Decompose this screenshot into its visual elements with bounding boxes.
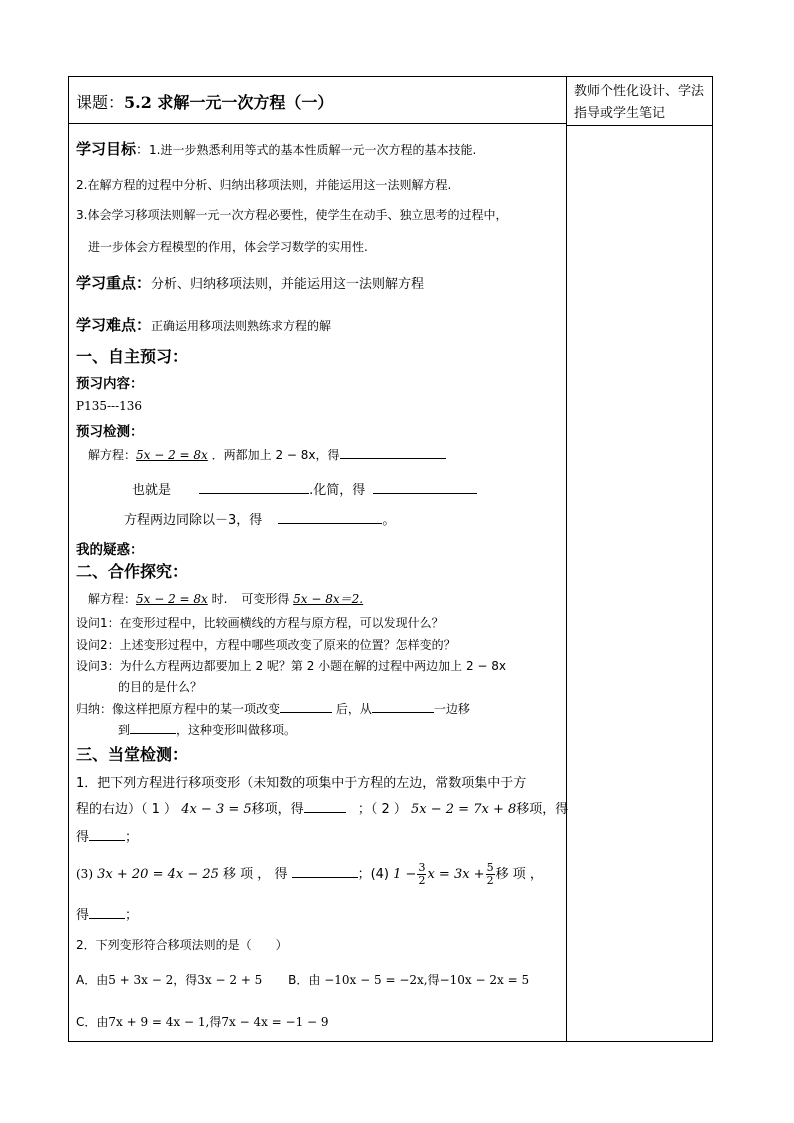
header-divider-left (68, 123, 567, 124)
problem1-eq2: 5x − 2 = 7x + 8 (411, 802, 517, 817)
problem1-line3 (76, 826, 138, 845)
side-note: 教师个性化设计、学法指导或学生笔记 (574, 84, 705, 121)
key-point-text: 分析、归纳移项法则，并能运用这一法则解方程 (151, 277, 425, 292)
fraction-3-2 (417, 862, 426, 887)
objective-1: 1.进一步熟悉利用等式的基本性质解一元一次方程的基本技能. (149, 143, 477, 157)
option-a-label: A．由 (76, 973, 109, 987)
preview-content-label: 预习内容： (76, 376, 144, 392)
simplify-label: .化简，得 (309, 483, 366, 498)
objective-3: 3.体会学习移项法则解一元一次方程必要性，使学生在动手、独立思考的过程中， (76, 208, 508, 222)
de-label-1: 得 (76, 830, 90, 845)
objective-4: 进一步体会方程模型的作用，体会学习数学的实用性. (88, 240, 368, 254)
problem1-blank-3[interactable] (292, 865, 358, 878)
summary-blank-2[interactable] (372, 700, 434, 713)
option-c-eq2: 7x − 4x = −1 − 9 (221, 1015, 329, 1029)
divide-blank[interactable] (278, 511, 382, 524)
preview-divide-line (124, 509, 395, 528)
problem1-blank-2[interactable] (89, 828, 125, 841)
transform-label: 可变形得 (241, 592, 290, 606)
divide-label: 方程两边同除以－3，得 (124, 513, 263, 528)
problem1-text: 程的右边）（ 1 ） (76, 802, 178, 817)
fraction-den-1: 2 (418, 874, 426, 887)
equation-2: 5x − 2 = 8x (136, 592, 208, 606)
preview-pages: P135---136 (76, 399, 143, 413)
move-spaced-1: 移 项 ， 得 (223, 867, 288, 882)
difficulty (76, 314, 331, 335)
option-c-label: C．由 (76, 1015, 109, 1029)
summary-text-b: 后，从 (335, 702, 372, 716)
simplify-blank[interactable] (373, 481, 477, 494)
problem2-option-c (76, 1013, 329, 1030)
explore-solve-prefix: 解方程： (88, 592, 137, 606)
move-label-1: 移项，得 (251, 802, 304, 817)
title-text: 5.2 求解一元一次方程（一） (124, 93, 334, 112)
answer-blank[interactable] (340, 446, 446, 459)
difficulty-label: 学习难点： (76, 316, 152, 334)
summary-text-e: ，这种变形叫做移项。 (176, 723, 297, 737)
problem1-blank-1[interactable] (304, 800, 346, 813)
question-2: 设问2：上述变形过程中，方程中哪些项改变了原来的位置？怎样变的？ (76, 638, 456, 652)
column-divider (566, 76, 567, 1042)
problem1-blank-4[interactable] (89, 906, 125, 919)
part4-label: ；(4) (357, 867, 390, 882)
problem1-line4 (76, 862, 543, 887)
also-is-label: 也就是 (132, 483, 172, 498)
fraction-num-2: 5 (486, 861, 494, 874)
objective-2: 2.在解方程的过程中分析、归纳出移项法则，并能运用这一法则解方程. (76, 178, 452, 192)
semicolon-3: ； (125, 908, 139, 923)
key-point (76, 272, 424, 293)
option-c-get: 得 (209, 1015, 222, 1029)
also-is-blank[interactable] (199, 481, 309, 494)
summary-text-c: 一边移 (433, 702, 470, 716)
problem1-line5 (76, 904, 138, 923)
problem1-line1: 1．把下列方程进行移项变形（未知数的项集中于方程的左边，常数项集中于方 (76, 776, 527, 791)
objectives-label: 学习目标 (76, 140, 137, 158)
problem1-line2 (76, 798, 568, 817)
section1-heading: 一、自主预习： (76, 347, 189, 366)
preview-solve-line (88, 446, 446, 463)
solve-mid: ．两都加上 2 − 8x，得 (211, 448, 340, 462)
option-b-eq2: −10x − 2x = 5 (439, 973, 530, 987)
option-b-get: 得 (427, 973, 440, 987)
summary-blank-3[interactable] (130, 721, 176, 734)
header-divider-right (566, 125, 713, 126)
question-3a: 设问3：为什么方程两边都要加上 2 呢？第 2 小题在解的过程中两边加上 2 − 8x (76, 659, 507, 673)
problem2-question: 2．下列变形符合移项法则的是（ ） (76, 938, 288, 952)
option-b-label: B．由 (288, 973, 321, 987)
option-a-eq2: 3x − 2 + 5 (197, 973, 263, 987)
doubts-label: 我的疑惑： (76, 542, 144, 558)
difficulty-text: 正确运用移项法则熟练求方程的解 (151, 319, 332, 333)
move-label-2: 移项，得 (516, 802, 569, 817)
period: 。 (382, 513, 396, 528)
explore-solve-line (88, 590, 363, 607)
problem1-part2: （ 2 ） (370, 802, 407, 817)
semicolon-2: ； (125, 830, 139, 845)
summary-blank-1[interactable] (280, 700, 332, 713)
lesson-sheet (68, 76, 713, 1042)
when-label: 时. (211, 592, 228, 606)
section3-heading: 三、当堂检测： (76, 745, 189, 764)
semicolon-1: ； (357, 802, 371, 817)
part3-label: (3) (76, 867, 93, 881)
problem1-eq3: 3x + 20 = 4x − 25 (97, 867, 219, 882)
problem2-options-ab (76, 971, 529, 988)
fraction-num-1: 3 (418, 861, 426, 874)
fraction-5-2 (486, 862, 495, 887)
section2-heading: 二、合作探究： (76, 562, 189, 581)
problem1-eq1: 4x − 3 = 5 (181, 802, 252, 817)
eq4-prefix: 1 − (393, 867, 417, 882)
option-c-eq1: 7x + 9 = 4x − 1, (108, 1015, 210, 1029)
move-spaced-2: 移 项 ， (495, 867, 543, 882)
equation-1: 5x − 2 = 8x (136, 448, 208, 462)
solve-prefix: 解方程： (88, 448, 137, 462)
summary-line2 (118, 721, 296, 738)
page-title (76, 90, 333, 113)
summary-text-d: 到 (118, 723, 131, 737)
key-point-label: 学习重点： (76, 274, 152, 292)
option-a-eq1: 5 + 3x − 2， (108, 973, 186, 987)
objectives-line1: 学习目标：1.进一步熟悉利用等式的基本性质解一元一次方程的基本技能. (76, 140, 477, 158)
fraction-den-2: 2 (486, 874, 494, 887)
de-label-2: 得 (76, 908, 90, 923)
eq4-middle: x = 3x + (427, 867, 485, 882)
question-1: 设问1：在变形过程中，比较画横线的方程与原方程，可以发现什么？ (76, 616, 444, 630)
title-label: 课题： (76, 93, 125, 112)
summary-text-a: 归纳：像这样把原方程中的某一项改变 (76, 702, 281, 716)
option-a-get: 得 (185, 973, 198, 987)
preview-check-label: 预习检测： (76, 424, 144, 440)
option-b-eq1: −10x − 5 = −2x, (324, 973, 428, 987)
transformed-equation: 5x − 8x＝2. (293, 592, 364, 606)
question-3b: 的目的是什么？ (118, 680, 203, 694)
summary-line1 (76, 700, 470, 717)
preview-also-line (132, 479, 477, 498)
